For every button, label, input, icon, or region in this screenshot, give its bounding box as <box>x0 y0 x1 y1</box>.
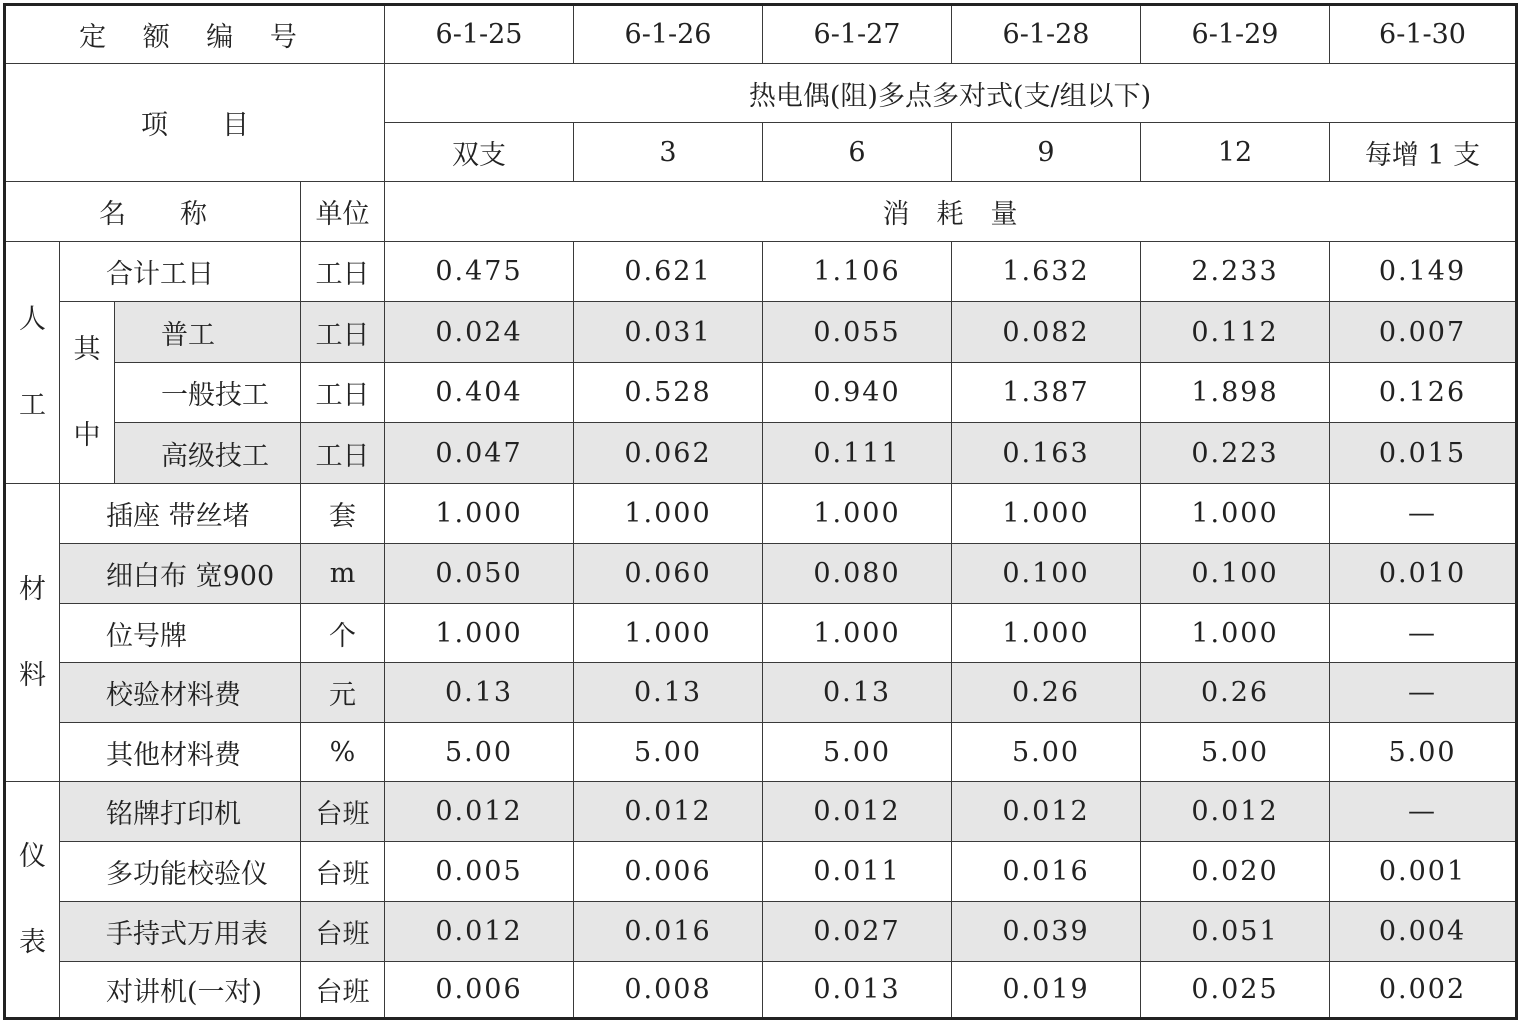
row-name: 多功能校验仪 <box>60 842 301 902</box>
item-value: 双支 <box>385 123 574 182</box>
row-value: 0.13 <box>763 663 952 723</box>
row-value: 0.26 <box>952 663 1141 723</box>
item-title-row <box>5 64 1517 123</box>
row-value: 0.039 <box>952 902 1141 962</box>
row-value: 0.016 <box>574 902 763 962</box>
code-cell: 6-1-26 <box>574 5 763 64</box>
row-value: 0.080 <box>763 544 952 604</box>
row-value: — <box>1330 782 1517 842</box>
row-value: 1.000 <box>574 604 763 663</box>
row-value: 0.024 <box>385 302 574 363</box>
consumption-label: 消 耗 量 <box>385 182 1517 242</box>
row-value: 0.006 <box>385 962 574 1019</box>
row-value: 1.000 <box>952 604 1141 663</box>
row-value: 0.055 <box>763 302 952 363</box>
row-value: 5.00 <box>952 723 1141 782</box>
row-value: 5.00 <box>385 723 574 782</box>
name-unit-row <box>5 182 1517 242</box>
row-value: 0.26 <box>1141 663 1330 723</box>
table-row <box>5 782 1517 842</box>
row-value: 5.00 <box>1330 723 1517 782</box>
row-value: 0.528 <box>574 363 763 423</box>
code-label: 定 额 编 号 <box>5 5 385 64</box>
row-value: 0.005 <box>385 842 574 902</box>
row-value: 1.632 <box>952 242 1141 302</box>
row-name: 合计工日 <box>60 242 301 302</box>
group-label-labor-sub: 其 中 <box>60 302 115 484</box>
row-unit: 工日 <box>301 302 385 363</box>
row-name: 位号牌 <box>60 604 301 663</box>
table-row <box>5 242 1517 302</box>
row-value: 1.000 <box>385 604 574 663</box>
item-title: 热电偶(阻)多点多对式(支/组以下) <box>385 64 1517 123</box>
row-value: 1.000 <box>763 604 952 663</box>
row-unit: % <box>301 723 385 782</box>
code-row <box>5 5 1517 64</box>
row-value: 0.011 <box>763 842 952 902</box>
code-cell: 6-1-30 <box>1330 5 1517 64</box>
row-value: 0.015 <box>1330 423 1517 484</box>
row-value: 0.001 <box>1330 842 1517 902</box>
item-value: 9 <box>952 123 1141 182</box>
row-value: 0.007 <box>1330 302 1517 363</box>
table-row <box>5 302 1517 363</box>
row-name: 手持式万用表 <box>60 902 301 962</box>
table-row <box>5 363 1517 423</box>
row-name: 高级技工 <box>115 423 301 484</box>
row-value: 0.012 <box>385 782 574 842</box>
row-unit: 台班 <box>301 782 385 842</box>
row-value: 0.008 <box>574 962 763 1019</box>
row-name: 其他材料费 <box>60 723 301 782</box>
row-value: 0.062 <box>574 423 763 484</box>
group-label-material: 材 料 <box>5 484 60 782</box>
row-value: 0.050 <box>385 544 574 604</box>
quota-table <box>3 3 1518 1020</box>
row-value: 0.149 <box>1330 242 1517 302</box>
row-value: 0.13 <box>385 663 574 723</box>
row-value: 0.13 <box>574 663 763 723</box>
row-unit: 工日 <box>301 242 385 302</box>
row-name: 校验材料费 <box>60 663 301 723</box>
row-value: 0.223 <box>1141 423 1330 484</box>
row-name: 铭牌打印机 <box>60 782 301 842</box>
row-name: 插座 带丝堵 <box>60 484 301 544</box>
item-value: 6 <box>763 123 952 182</box>
row-unit: 台班 <box>301 842 385 902</box>
row-value: 0.004 <box>1330 902 1517 962</box>
table-row <box>5 484 1517 544</box>
item-label: 项 目 <box>5 64 385 182</box>
row-value: 1.387 <box>952 363 1141 423</box>
row-value: 0.012 <box>952 782 1141 842</box>
row-value: 0.010 <box>1330 544 1517 604</box>
group-label-labor: 人 工 <box>5 242 60 484</box>
row-value: 1.898 <box>1141 363 1330 423</box>
row-value: — <box>1330 484 1517 544</box>
row-value: 0.020 <box>1141 842 1330 902</box>
item-value: 3 <box>574 123 763 182</box>
row-value: 0.126 <box>1330 363 1517 423</box>
code-cell: 6-1-27 <box>763 5 952 64</box>
row-value: 5.00 <box>574 723 763 782</box>
row-value: 0.013 <box>763 962 952 1019</box>
table-row <box>5 663 1517 723</box>
row-value: 0.047 <box>385 423 574 484</box>
row-value: 5.00 <box>763 723 952 782</box>
row-value: 0.100 <box>1141 544 1330 604</box>
row-value: 0.051 <box>1141 902 1330 962</box>
row-value: 0.163 <box>952 423 1141 484</box>
row-value: 0.100 <box>952 544 1141 604</box>
row-value: 0.012 <box>574 782 763 842</box>
row-value: 1.000 <box>385 484 574 544</box>
row-value: 0.006 <box>574 842 763 902</box>
row-unit: 工日 <box>301 423 385 484</box>
group-label-instrument: 仪 表 <box>5 782 60 1019</box>
table-row <box>5 902 1517 962</box>
row-value: 0.111 <box>763 423 952 484</box>
row-value: 0.002 <box>1330 962 1517 1019</box>
unit-label: 单位 <box>301 182 385 242</box>
row-value: 1.106 <box>763 242 952 302</box>
row-unit: 台班 <box>301 962 385 1019</box>
row-value: 1.000 <box>574 484 763 544</box>
row-value: 1.000 <box>763 484 952 544</box>
row-unit: 个 <box>301 604 385 663</box>
row-value: 1.000 <box>1141 604 1330 663</box>
table-row <box>5 423 1517 484</box>
row-value: 0.012 <box>1141 782 1330 842</box>
row-value: 1.000 <box>952 484 1141 544</box>
item-value: 12 <box>1141 123 1330 182</box>
row-unit: m <box>301 544 385 604</box>
table-row <box>5 544 1517 604</box>
row-name: 一般技工 <box>115 363 301 423</box>
row-name: 普工 <box>115 302 301 363</box>
code-cell: 6-1-25 <box>385 5 574 64</box>
row-value: 0.475 <box>385 242 574 302</box>
row-value: — <box>1330 663 1517 723</box>
table-row <box>5 962 1517 1019</box>
row-unit: 元 <box>301 663 385 723</box>
row-value: 0.621 <box>574 242 763 302</box>
code-cell: 6-1-29 <box>1141 5 1330 64</box>
row-value: 0.025 <box>1141 962 1330 1019</box>
row-value: 0.112 <box>1141 302 1330 363</box>
name-label: 名 称 <box>5 182 301 242</box>
item-value: 每增 1 支 <box>1330 123 1517 182</box>
row-value: 0.940 <box>763 363 952 423</box>
row-unit: 工日 <box>301 363 385 423</box>
row-name: 对讲机(一对) <box>60 962 301 1019</box>
row-value: 0.404 <box>385 363 574 423</box>
row-value: 5.00 <box>1141 723 1330 782</box>
row-value: 0.082 <box>952 302 1141 363</box>
row-value: 0.016 <box>952 842 1141 902</box>
row-value: 0.012 <box>385 902 574 962</box>
row-value: 1.000 <box>1141 484 1330 544</box>
row-value: 2.233 <box>1141 242 1330 302</box>
table-row <box>5 723 1517 782</box>
table-row <box>5 842 1517 902</box>
code-cell: 6-1-28 <box>952 5 1141 64</box>
row-value: 0.031 <box>574 302 763 363</box>
row-value: 0.012 <box>763 782 952 842</box>
row-unit: 套 <box>301 484 385 544</box>
table-row <box>5 604 1517 663</box>
row-unit: 台班 <box>301 902 385 962</box>
row-value: 0.060 <box>574 544 763 604</box>
row-name: 细白布 宽900 <box>60 544 301 604</box>
row-value: 0.027 <box>763 902 952 962</box>
row-value: 0.019 <box>952 962 1141 1019</box>
row-value: — <box>1330 604 1517 663</box>
